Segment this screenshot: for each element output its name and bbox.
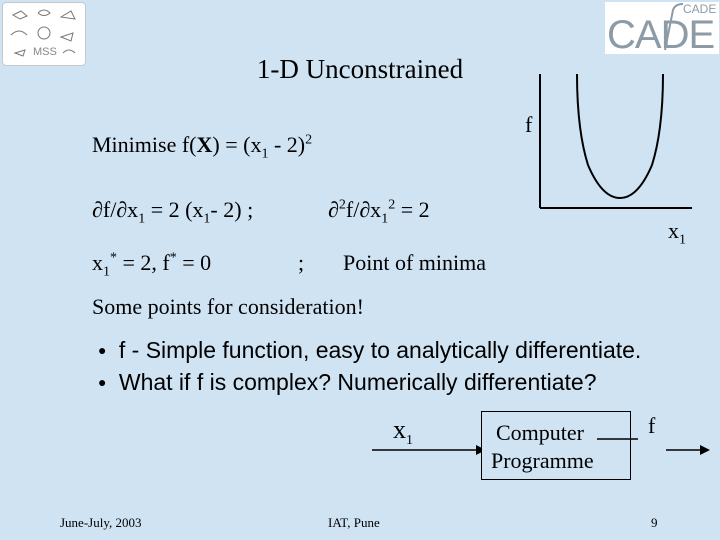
flow-output-label: f bbox=[648, 413, 656, 438]
graph-x-label-sub: 1 bbox=[679, 232, 686, 248]
page-number: 9 bbox=[651, 515, 658, 530]
first-derivative-rhs: = 2 (x bbox=[145, 197, 204, 222]
objective-prefix: Minimise f( bbox=[92, 132, 197, 157]
cade-logo bbox=[605, 2, 719, 54]
second-derivative-value: = 2 bbox=[395, 197, 430, 222]
cade-logo-text: CADE bbox=[607, 13, 715, 54]
output-arrow bbox=[664, 440, 720, 460]
footer-date: June-July, 2003 bbox=[60, 515, 142, 530]
objective-subscript: 1 bbox=[261, 146, 269, 162]
second-derivative-order: 2 bbox=[338, 197, 346, 213]
first-derivative-lhs: ∂f/∂x bbox=[92, 197, 139, 222]
cade-logo-small-text: CADE bbox=[683, 2, 717, 16]
flow-input-x: x bbox=[393, 415, 406, 444]
point-of-minima-label: Point of minima bbox=[343, 250, 486, 275]
box-line-1: Computer bbox=[496, 420, 584, 445]
bullet-dot: ● bbox=[98, 342, 107, 358]
flow-input-sub: 1 bbox=[406, 433, 413, 449]
second-derivative-lhs: f/∂x bbox=[345, 197, 382, 222]
second-derivative-sub: 1 bbox=[381, 211, 389, 227]
objective-statement bbox=[92, 132, 312, 162]
graph-y-label: f bbox=[525, 112, 533, 137]
optimum-statement bbox=[92, 250, 211, 280]
optimum-eq2: = 0 bbox=[176, 250, 212, 275]
box-line-2: Programme bbox=[491, 448, 594, 473]
bullet-point-2 bbox=[98, 369, 597, 396]
objective-exponent: 2 bbox=[305, 132, 313, 148]
graph-x-label-main: x bbox=[668, 218, 679, 243]
first-derivative-rhs-sub: 1 bbox=[203, 211, 211, 227]
section-heading: Some points for consideration! bbox=[92, 294, 364, 319]
optimum-x-star: * bbox=[110, 250, 117, 266]
computer-programme-box bbox=[481, 411, 631, 480]
function-graph bbox=[520, 70, 720, 250]
first-derivative-tail: - 2) ; bbox=[210, 197, 254, 222]
objective-mid: ) = (x bbox=[212, 132, 262, 157]
bullet-point-1 bbox=[98, 337, 641, 364]
second-derivative-partial: ∂ bbox=[328, 197, 339, 222]
objective-variable: X bbox=[196, 132, 213, 157]
optimum-eq1: = 2, f bbox=[117, 250, 170, 275]
second-derivative-sup: 2 bbox=[388, 197, 396, 213]
mss-logo-text: MSS bbox=[33, 46, 57, 58]
second-derivative bbox=[328, 197, 430, 227]
objective-tail: - 2) bbox=[268, 132, 306, 157]
bullet-dot: ● bbox=[98, 374, 107, 390]
slide-title: 1-D Unconstrained bbox=[256, 54, 464, 84]
parabola-curve bbox=[577, 74, 663, 198]
first-derivative-lhs-sub: 1 bbox=[138, 211, 146, 227]
optimum-f-star: * bbox=[169, 250, 177, 266]
input-arrow bbox=[370, 440, 490, 460]
box-output-stub bbox=[595, 430, 645, 444]
bullet-text-2: What if f is complex? Numerically differentiate? bbox=[118, 369, 597, 395]
optimum-x-sub: 1 bbox=[103, 264, 110, 280]
footer-venue: IAT, Pune bbox=[328, 515, 380, 530]
bullet-text-1: f - Simple function, easy to analytically differentiate. bbox=[118, 337, 642, 363]
optimum-semicolon: ; bbox=[298, 250, 305, 275]
first-derivative bbox=[92, 197, 253, 227]
optimum-x: x bbox=[92, 250, 103, 275]
graph-x-label bbox=[668, 218, 686, 248]
